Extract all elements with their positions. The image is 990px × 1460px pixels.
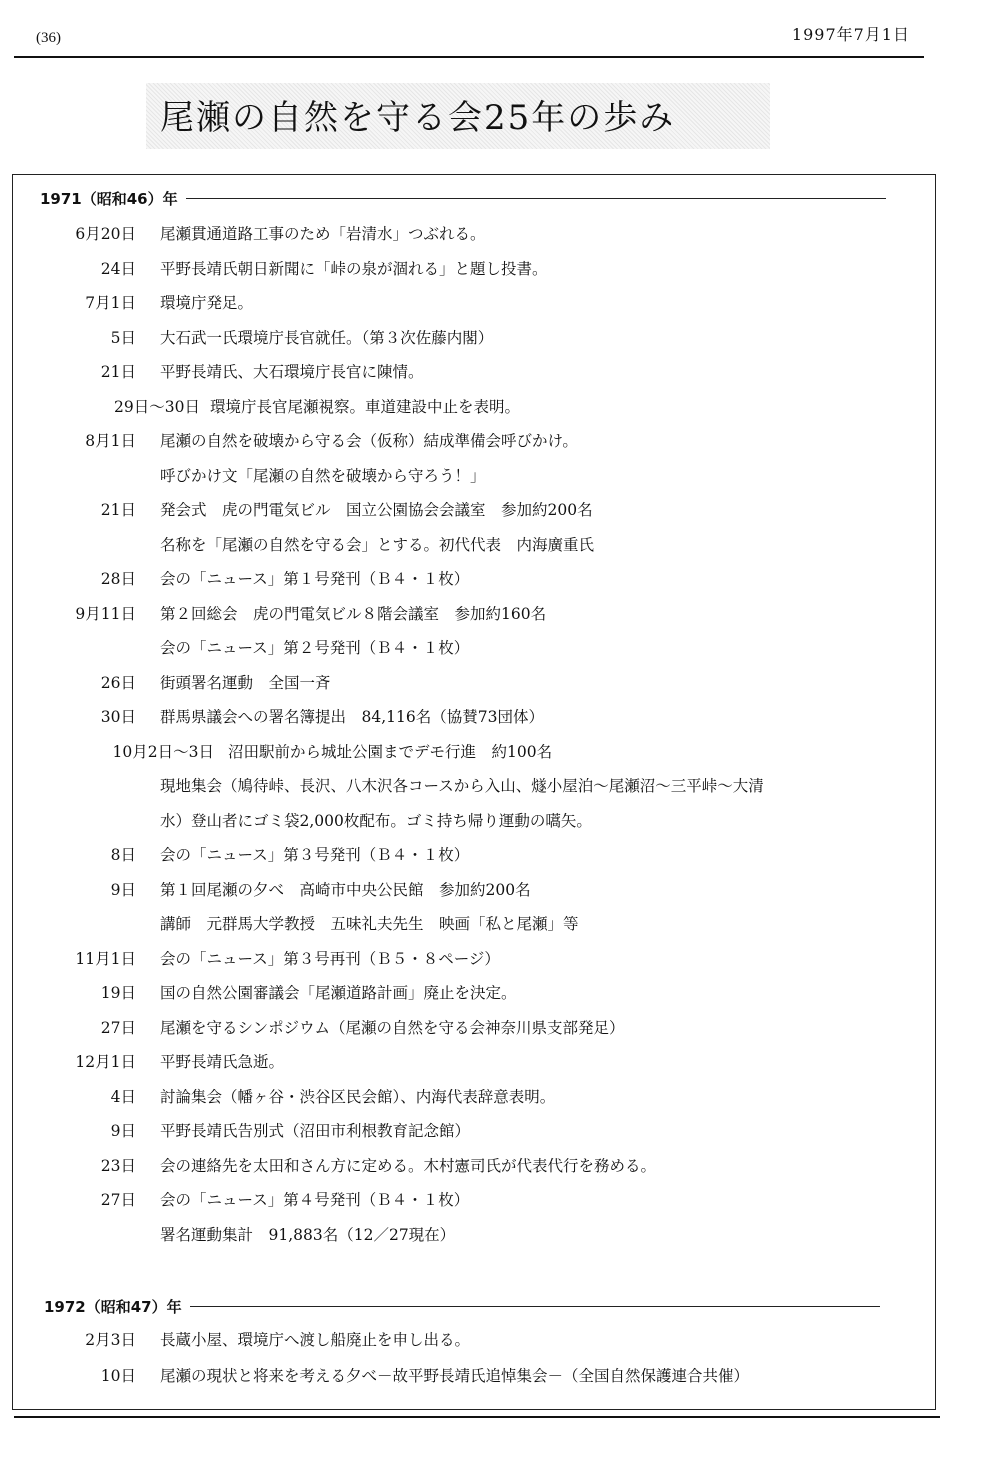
issue-date: 1997年7月1日	[791, 25, 910, 44]
chronology-entry	[0, 809, 990, 843]
entry-text: 現地集会（鳩待峠、長沢、八木沢各コースから入山、燧小屋泊～尾瀬沼～三平峠～大清	[160, 777, 764, 795]
chronology-entry	[0, 981, 990, 1015]
chronology-entry	[0, 1154, 990, 1188]
chronology-entry	[0, 1085, 990, 1119]
chronology-entry	[0, 602, 990, 636]
entry-date: 21日	[100, 363, 136, 381]
chronology-entry	[0, 429, 990, 463]
chronology-entry	[0, 636, 990, 670]
page-number: (36)	[36, 30, 61, 46]
chronology-entry	[0, 1364, 990, 1398]
entry-date: 30日	[100, 708, 136, 726]
entry-text: 平野長靖氏、大石環境庁長官に陳情。	[160, 363, 424, 381]
header-rule	[14, 56, 924, 58]
year-label: 1972（昭和47）年	[44, 1298, 182, 1316]
entry-date: 29日～30日	[114, 397, 200, 416]
chronology-entry	[0, 843, 990, 877]
entry-text: 長蔵小屋、環境庁へ渡し船廃止を申し出る。	[160, 1331, 471, 1349]
entry-date: 2月3日	[85, 1331, 136, 1349]
chronology-entry	[0, 774, 990, 808]
entry-date: 12月1日	[75, 1053, 136, 1071]
entry-date: 23日	[100, 1156, 136, 1175]
entry-text: 国の自然公園審議会「尾瀬道路計画」廃止を決定。	[160, 984, 517, 1002]
entry-text: 街頭署名運動 全国一斉	[160, 673, 331, 692]
entry-text: 第２回総会 虎の門電気ビル８階会議室 参加約160名	[160, 604, 547, 623]
entry-text: 尾瀬の現状と将来を考える夕べ－故平野長靖氏追悼集会－（全国自然保護連合共催）	[160, 1367, 750, 1385]
entry-date: 9月11日	[75, 604, 136, 623]
entry-date: 6月20日	[75, 225, 136, 243]
entry-text: 平野長靖氏急逝。	[160, 1053, 285, 1071]
entry-date: 4日	[110, 1087, 136, 1106]
entry-date: 8日	[110, 846, 136, 864]
chronology-entry	[0, 326, 990, 360]
chronology-entry	[0, 1050, 990, 1084]
chronology-entry	[0, 1119, 990, 1153]
entry-text: 尾瀬貫通道路工事のため「岩清水」つぶれる。	[160, 225, 486, 243]
entry-date: 27日	[100, 1191, 136, 1209]
chronology-entry	[0, 1188, 990, 1222]
entry-date: 9日	[110, 880, 136, 899]
entry-text: 討論集会（幡ヶ谷・渋谷区民会館）、内海代表辞意表明。	[160, 1087, 556, 1106]
year-heading-1972	[44, 1296, 908, 1317]
year-label: 1971（昭和46）年	[40, 190, 178, 208]
chronology-entry	[0, 1016, 990, 1050]
entry-text: 尾瀬の自然を破壊から守る会（仮称）結成準備会呼びかけ。	[160, 432, 578, 450]
chronology-entry	[0, 1328, 990, 1362]
entry-text: 会の「ニュース」第３号再刊（Ｂ５・８ページ）	[160, 949, 500, 968]
entry-date: 8月1日	[85, 432, 136, 450]
chronology-entry	[0, 533, 990, 567]
entry-text: 呼びかけ文「尾瀬の自然を破壊から守ろう！」	[160, 466, 486, 485]
chronology-entry	[0, 222, 990, 256]
chronology-entry	[0, 464, 990, 498]
entry-date: 9日	[110, 1122, 136, 1140]
chronology-entry	[0, 912, 990, 946]
entry-date: 24日	[100, 259, 136, 278]
footer-rule	[14, 1416, 940, 1418]
entry-text: 会の「ニュース」第２号発刊（Ｂ４・１枚）	[160, 639, 470, 657]
entry-text: 平野長靖氏告別式（沼田市利根教育記念館）	[160, 1122, 471, 1140]
year-rule	[186, 198, 886, 199]
entry-text: 大石武一氏環境庁長官就任。（第３次佐藤内閣）	[160, 328, 494, 347]
year-heading-1971	[40, 188, 908, 209]
entry-text: 平野長靖氏朝日新聞に「峠の泉が涸れる」と題し投書。	[160, 259, 548, 278]
entry-text: 会の連絡先を太田和さん方に定める。木村憲司氏が代表代行を務める。	[160, 1156, 657, 1175]
entry-text: 環境庁長官尾瀬視察。車道建設中止を表明。	[210, 397, 521, 416]
entry-date: 28日	[100, 570, 136, 588]
entry-text: 会の「ニュース」第３号発刊（Ｂ４・１枚）	[160, 846, 470, 864]
entry-date: 19日	[100, 984, 136, 1002]
entry-date: 7月1日	[85, 294, 136, 312]
entry-date: 21日	[100, 501, 136, 519]
chronology-entry	[0, 705, 990, 739]
entry-date: 10月2日～3日	[112, 742, 214, 761]
entry-text: 会の「ニュース」第１号発刊（Ｂ４・１枚）	[160, 570, 470, 588]
entry-text: 尾瀬を守るシンポジウム（尾瀬の自然を守る会神奈川県支部発足）	[160, 1018, 625, 1037]
chronology-entry	[0, 878, 990, 912]
entry-text: 講師 元群馬大学教授 五味礼夫先生 映画「私と尾瀬」等	[160, 915, 579, 933]
entry-text: 署名運動集計 91,883名（12／27現在）	[160, 1225, 456, 1244]
chronology-entry	[0, 291, 990, 325]
entry-text: 水）登山者にゴミ袋2,000枚配布。ゴミ持ち帰り運動の嚆矢。	[160, 811, 592, 830]
entry-date: 27日	[100, 1018, 136, 1037]
entry-date: 11月1日	[75, 949, 136, 968]
entry-text: 名称を「尾瀬の自然を守る会」とする。初代代表 内海廣重氏	[160, 535, 595, 554]
chronology-entry	[0, 567, 990, 601]
page-header	[0, 0, 990, 60]
chronology-entry	[0, 671, 990, 705]
chronology-entry	[0, 1223, 990, 1257]
entry-text: 環境庁発足。	[160, 294, 254, 312]
page-title: 尾瀬の自然を守る会25年の歩み	[160, 98, 676, 138]
chronology-entry	[0, 395, 990, 429]
entry-text: 群馬県議会への署名簿提出 84,116名（協賛73団体）	[160, 708, 544, 726]
year-rule	[190, 1306, 880, 1307]
entry-text: 会の「ニュース」第４号発刊（Ｂ４・１枚）	[160, 1191, 470, 1209]
entry-date: 10日	[100, 1367, 136, 1385]
chronology-entry	[0, 740, 990, 774]
entry-text: 第１回尾瀬の夕べ 高崎市中央公民館 参加約200名	[160, 880, 531, 899]
chronology-entry	[0, 360, 990, 394]
entry-text: 沼田駅前から城址公園までデモ行進 約100名	[228, 742, 553, 761]
entry-date: 5日	[110, 328, 136, 347]
chronology-entry	[0, 257, 990, 291]
entry-date: 26日	[100, 673, 136, 692]
entry-text: 発会式 虎の門電気ビル 国立公園協会会議室 参加約200名	[160, 501, 593, 519]
chronology-entry	[0, 947, 990, 981]
chronology-entry	[0, 498, 990, 532]
